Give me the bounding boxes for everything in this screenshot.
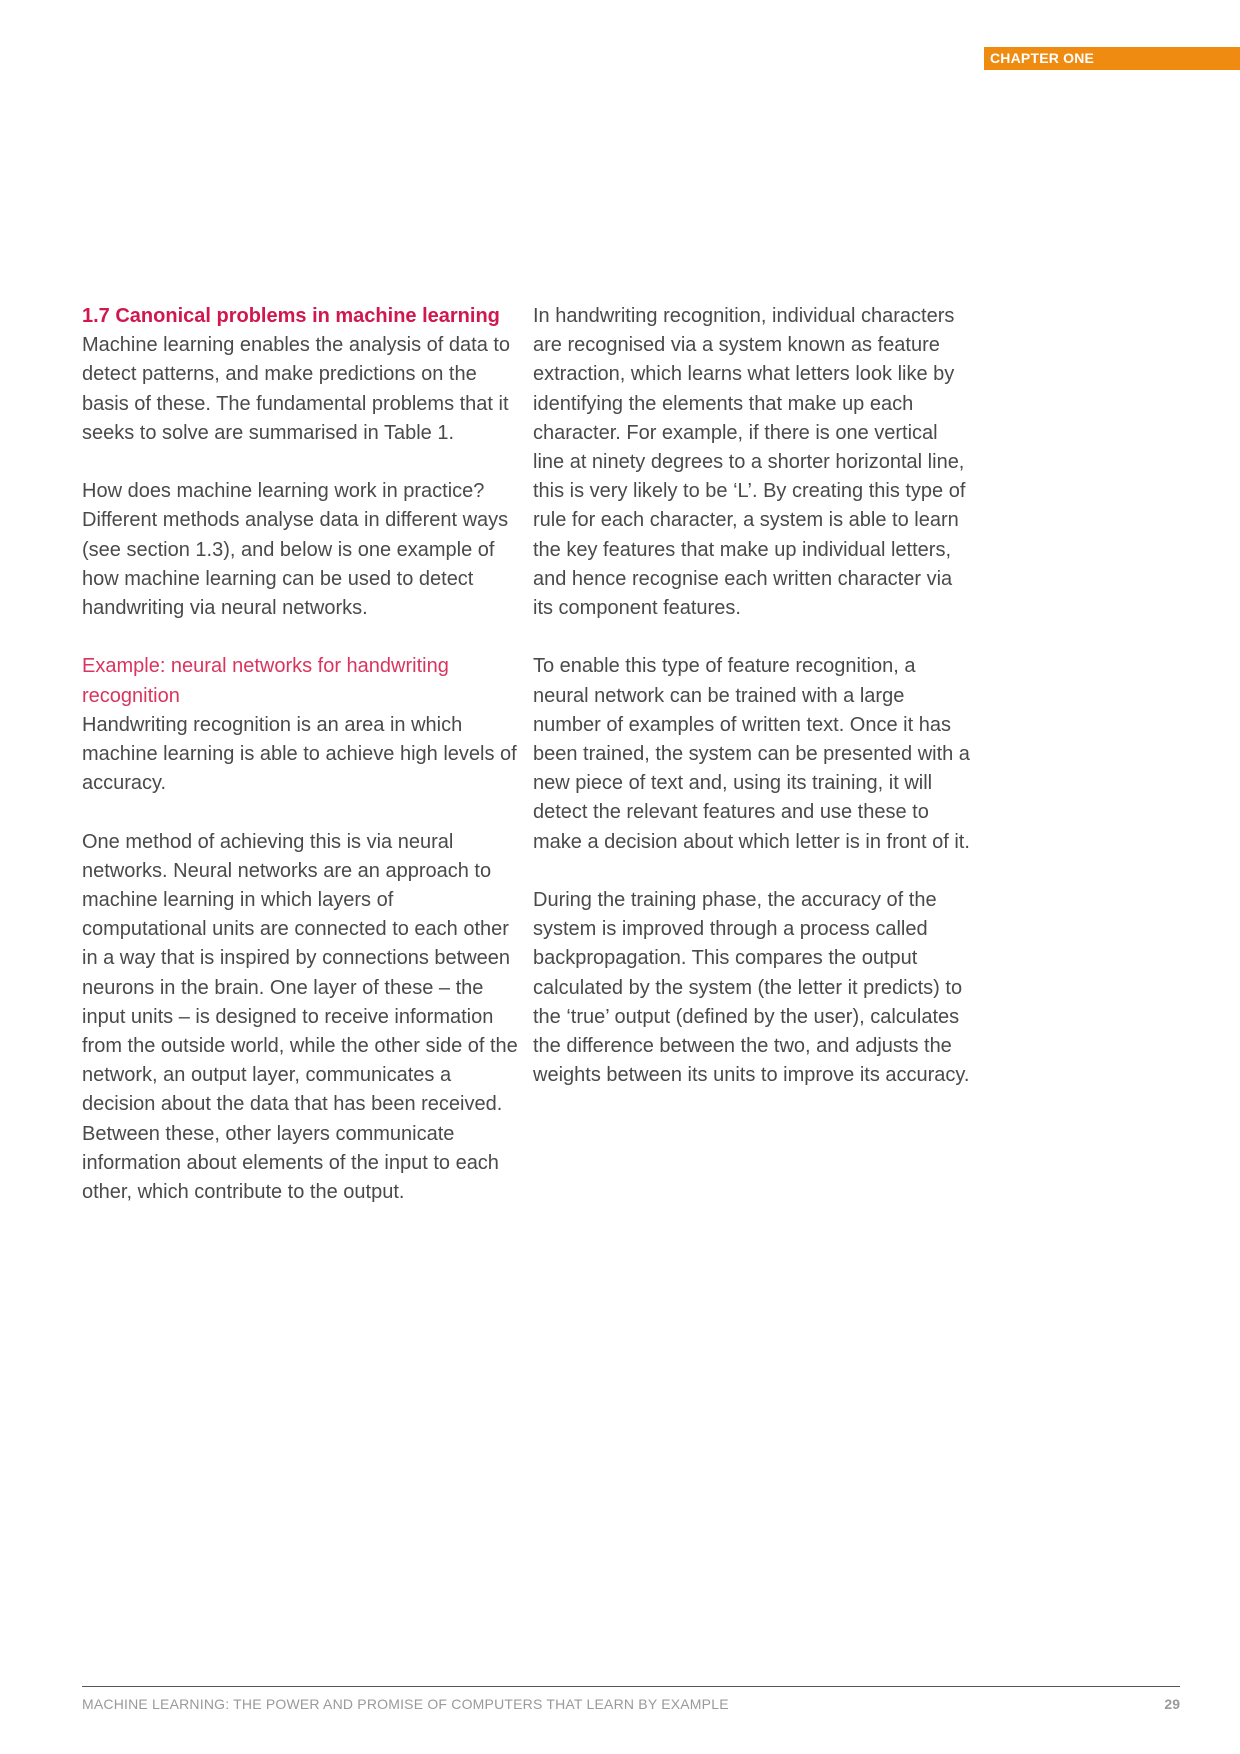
chapter-label: CHAPTER ONE	[984, 47, 1240, 70]
example-block	[82, 652, 522, 798]
section-heading: 1.7 Canonical problems in machine learning	[82, 305, 500, 327]
left-column	[82, 302, 522, 1236]
page-number: 29	[1164, 1696, 1180, 1712]
neural-networks-paragraph: One method of achieving this is via neural networks. Neural networks are an approach to machine learning in which layers of computational units are connected to each other in a way that is inspired by connections between neurons in the brain. One layer of these – the input units – is designed to receive information from the outside world, while the other side of the network, an output layer, communicates a decision about the data that has been received. Between these, other layers communicate information about elements of the input to each other, which contribute to the output.	[82, 830, 518, 1204]
footer-title: MACHINE LEARNING: THE POWER AND PROMISE OF COMPUTERS THAT LEARN BY EXAMPLE	[82, 1696, 729, 1712]
backpropagation-paragraph: During the training phase, the accuracy of the system is improved through a process called backpropagation. This compares the output calculated by the system (the letter it predicts) to the ‘true’ output (defined by the user), calculates the difference between the two, and adjusts the weights between its units to improve its accuracy.	[533, 889, 970, 1087]
right-column	[533, 302, 973, 1120]
feature-extraction-paragraph: In handwriting recognition, individual characters are recognised via a system known as feature extraction, which learns what letters look like by identifying the elements that make up each character. For example, if there is one vertical line at ninety degrees to a shorter horizontal line, this is very likely to be ‘L’. By creating this type of rule for each character, a system is able to learn the key features that make up individual letters, and hence recognise each written character via its component features.	[533, 305, 966, 620]
example-heading: Example: neural networks for handwriting recognition	[82, 655, 449, 707]
footer-divider	[82, 1686, 1180, 1687]
handwriting-paragraph: Handwriting recognition is an area in which machine learning is able to achieve high levels of accuracy.	[82, 713, 517, 795]
practice-paragraph: How does machine learning work in practice? Different methods analyse data in different ways (see section 1.3), and below is one example of how machine learning can be used to detect handwriting via neural networks.	[82, 480, 509, 620]
intro-paragraph: Machine learning enables the analysis of data to detect patterns, and make predictions on the basis of these. The fundamental problems that it seeks to solve are summarised in Table 1.	[82, 334, 511, 444]
training-paragraph: To enable this type of feature recognition, a neural network can be trained with a large number of examples of written text. Once it has been trained, the system can be presented with a new piece of text and, using its training, it will detect the relevant features and use these to make a decision about which letter is in front of it.	[533, 655, 970, 853]
section-1-7	[82, 302, 522, 448]
